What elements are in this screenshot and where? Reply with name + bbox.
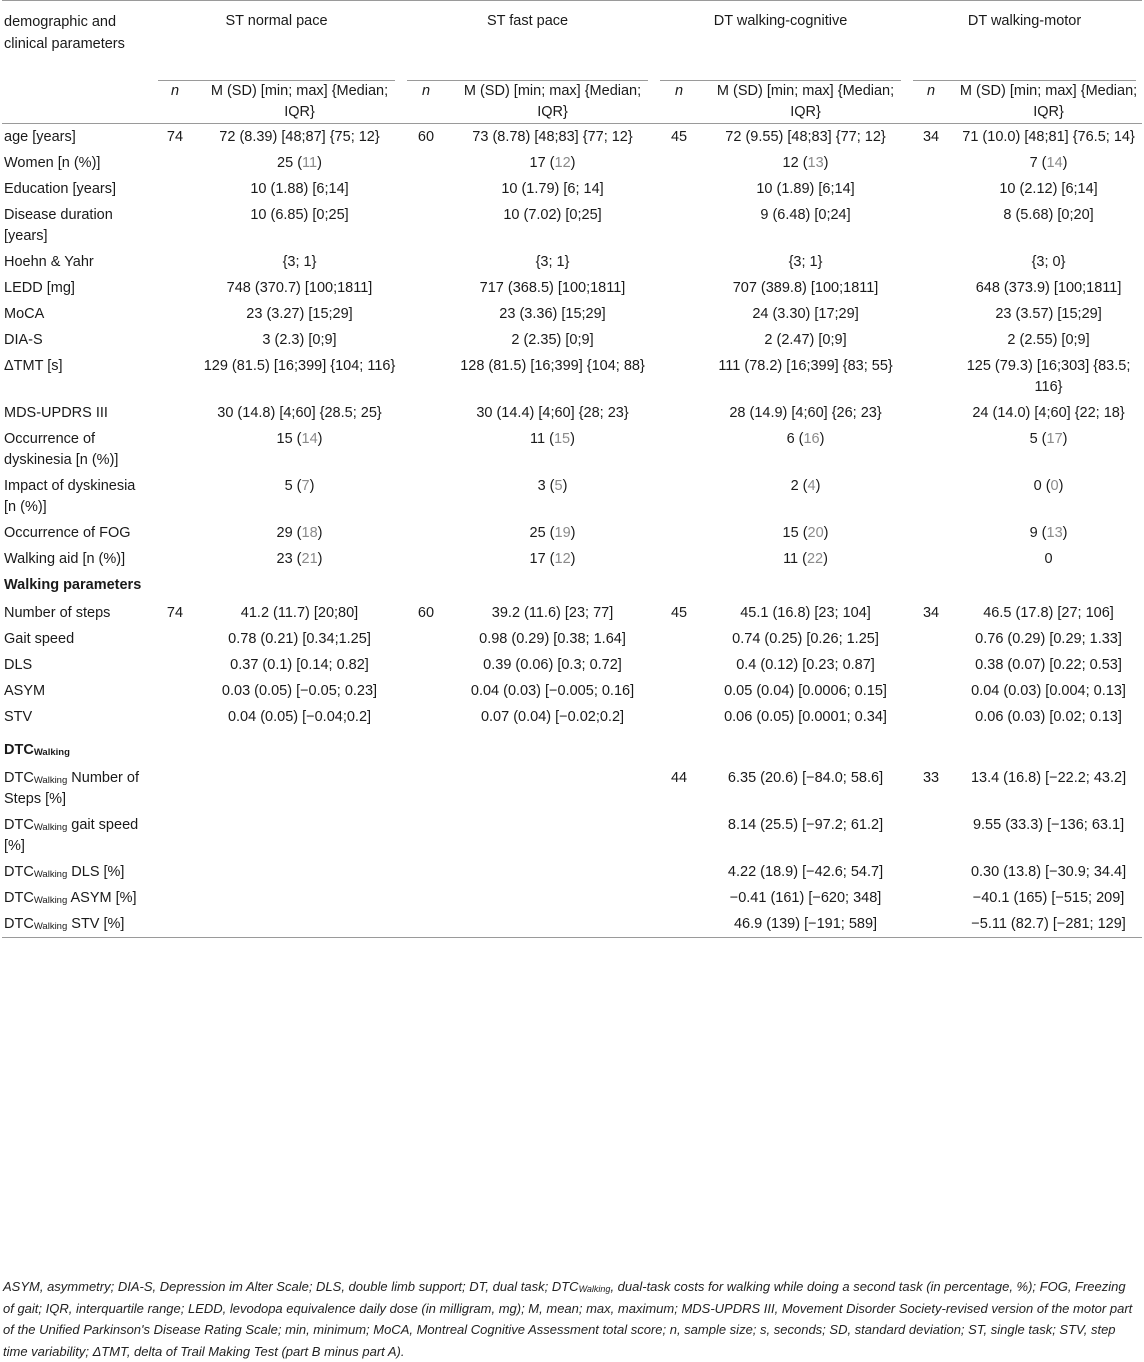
n-cell — [152, 426, 198, 473]
n-cell — [152, 301, 198, 327]
n-cell — [654, 426, 704, 473]
n-cell — [401, 546, 451, 572]
n-cell: 45 — [670, 129, 688, 145]
stat-cell: 23 (3.27) [15;29] — [246, 306, 353, 322]
n-cell — [401, 765, 451, 812]
table-row — [2, 202, 1142, 249]
stat-cell: 0.04 (0.03) [0.004; 0.13] — [971, 683, 1126, 699]
stat-cell: 10 (6.85) [0;25] — [250, 207, 349, 223]
n-cell — [654, 704, 704, 730]
n-cell — [401, 353, 451, 400]
stat-cell — [451, 812, 654, 859]
row-label: STV — [4, 709, 33, 725]
n-cell — [401, 911, 451, 938]
n-cell — [401, 859, 451, 885]
param-subheader-blank — [2, 81, 152, 124]
stat-cell: 0.4 (0.12) [0.23; 0.87] — [736, 657, 875, 673]
n-cell — [654, 150, 704, 176]
group-header-st-normal: ST normal pace — [152, 1, 401, 82]
n-header: n — [674, 83, 684, 99]
stat-cell: 8.14 (25.5) [−97.2; 61.2] — [727, 817, 884, 833]
n-cell: 74 — [166, 605, 184, 621]
stat-cell: 0.04 (0.03) [−0.005; 0.16] — [470, 683, 635, 699]
n-cell — [401, 426, 451, 473]
group-header-dt-cognitive: DT walking-cognitive — [654, 1, 907, 82]
stat-cell: 129 (81.5) [16;399] {104; 116} — [203, 358, 396, 374]
n-cell — [401, 652, 451, 678]
n-cell — [152, 859, 198, 885]
n-cell — [401, 249, 451, 275]
n-cell — [401, 885, 451, 911]
row-label: MoCA — [4, 306, 45, 322]
stat-header: M (SD) [min; max] {Median; IQR} — [210, 83, 389, 120]
stat-cell: 0 — [1044, 551, 1053, 567]
stat-cell: 17 (12) — [529, 551, 576, 567]
stat-cell: 72 (9.55) [48;83] {77; 12} — [725, 129, 886, 145]
n-cell — [907, 275, 955, 301]
stat-cell — [198, 765, 401, 812]
n-cell — [152, 765, 198, 812]
row-label: Walking aid [n (%)] — [4, 551, 126, 567]
n-cell — [152, 652, 198, 678]
walking-section — [2, 572, 1142, 600]
stat-cell: 24 (3.30) [17;29] — [752, 306, 859, 322]
stat-cell: 72 (8.39) [48;87] {75; 12} — [219, 129, 380, 145]
row-label: $DTC_{Walking}$ ASYM [%] — [4, 890, 137, 906]
stat-cell: 111 (78.2) [16;399] {83; 55} — [718, 358, 893, 374]
stat-cell: {3; 1} — [788, 254, 823, 270]
n-cell — [654, 353, 704, 400]
row-label: $DTC_{Walking}$ STV [%] — [4, 916, 125, 932]
table-row — [2, 652, 1142, 678]
stat-cell: 8 (5.68) [0;20] — [1003, 207, 1094, 223]
stat-cell — [451, 859, 654, 885]
table-row — [2, 911, 1142, 938]
stat-cell: 2 (4) — [790, 478, 821, 494]
stat-cell: 15 (14) — [276, 431, 323, 447]
stat-cell: 3 (5) — [537, 478, 568, 494]
stat-cell: 3 (2.3) [0;9] — [262, 332, 337, 348]
n-cell — [907, 327, 955, 353]
walking-rows — [2, 600, 1142, 730]
row-label: Disease duration [years] — [4, 207, 113, 244]
table-row — [2, 678, 1142, 704]
table-row — [2, 400, 1142, 426]
n-cell — [907, 249, 955, 275]
stat-cell: 9 (13) — [1029, 525, 1068, 541]
group-header-st-fast: ST fast pace — [401, 1, 654, 82]
table-row — [2, 859, 1142, 885]
n-cell — [654, 249, 704, 275]
n-cell — [152, 327, 198, 353]
stat-cell: 4.22 (18.9) [−42.6; 54.7] — [727, 864, 884, 880]
row-label: Occurrence of FOG — [4, 525, 131, 541]
stat-cell: 71 (10.0) [48;81] {76.5; 14} — [962, 129, 1135, 145]
row-label: Occurrence of dyskinesia [n (%)] — [4, 431, 119, 468]
n-cell — [152, 473, 198, 520]
n-cell — [654, 301, 704, 327]
n-cell — [401, 275, 451, 301]
n-cell — [907, 426, 955, 473]
n-cell — [907, 859, 955, 885]
row-label: MDS-UPDRS III — [4, 405, 108, 421]
n-cell — [152, 176, 198, 202]
table-footnote: ASYM, asymmetry; DIA-S, Depression im Alter Scale; DLS, double limb support; DT, dual task; $DTC_{Walking}$, dual-task costs for walking while doing a second task (in percentage, %); FOG, Freezing of gait; IQR, interquartile range; LEDD, levodopa equivalence daily dose (in milligram, mg); M, mean; max, maximum; MDS-UPDRS III, Movement Disorder Society-revised version of the motor part of the Unified Parkinson's Disease Rating Scale; min, minimum; MoCA, Montreal Cognitive Assessment total score; n, sample size; s, seconds; SD, standard deviation; ST, single task; STV, step time variability; ΔTMT, delta of Trail Making Test (part B minus part A). — [3, 1279, 1133, 1359]
stat-cell: −40.1 (165) [−515; 209] — [972, 890, 1125, 906]
n-cell — [907, 520, 955, 546]
stat-cell: 5 (17) — [1029, 431, 1068, 447]
stat-cell: 23 (21) — [276, 551, 323, 567]
row-label: DIA-S — [4, 332, 43, 348]
n-cell — [907, 546, 955, 572]
stat-cell: 0.37 (0.1) [0.14; 0.82] — [230, 657, 369, 673]
row-label: Women [n (%)] — [4, 155, 101, 171]
n-cell — [654, 812, 704, 859]
n-cell — [401, 473, 451, 520]
stat-header: M (SD) [min; max] {Median; IQR} — [959, 83, 1138, 120]
n-cell — [654, 275, 704, 301]
n-cell — [152, 249, 198, 275]
stat-cell — [198, 885, 401, 911]
stat-cell — [451, 765, 654, 812]
stat-cell: 13.4 (16.8) [−22.2; 43.2] — [970, 770, 1127, 786]
stat-cell: 39.2 (11.6) [23; 77] — [491, 605, 614, 621]
n-cell — [654, 911, 704, 938]
stat-cell: 73 (8.78) [48;83] {77; 12} — [472, 129, 633, 145]
n-cell — [401, 678, 451, 704]
row-label: age [years] — [4, 129, 76, 145]
n-cell — [401, 301, 451, 327]
stat-header: M (SD) [min; max] {Median; IQR} — [716, 83, 895, 120]
n-cell — [907, 150, 955, 176]
stat-cell: 0.74 (0.25) [0.26; 1.25] — [732, 631, 879, 647]
n-cell — [907, 400, 955, 426]
data-table — [2, 0, 1142, 938]
row-label: ΔTMT [s] — [4, 358, 63, 374]
n-cell: 44 — [670, 770, 688, 786]
n-cell — [654, 327, 704, 353]
n-header: n — [170, 83, 180, 99]
stat-cell: 707 (389.8) [100;1811] — [732, 280, 879, 296]
stat-cell: 25 (19) — [529, 525, 576, 541]
n-cell — [152, 275, 198, 301]
n-cell — [152, 704, 198, 730]
stat-cell: 2 (2.55) [0;9] — [1007, 332, 1090, 348]
stat-cell: 0.07 (0.04) [−0.02;0.2] — [480, 709, 625, 725]
n-cell — [907, 473, 955, 520]
row-label: Gait speed — [4, 631, 75, 647]
row-label: $DTC_{Walking}$ gait speed [%] — [4, 817, 139, 854]
stat-cell: 5 (7) — [284, 478, 315, 494]
stat-cell: 125 (79.3) [16;303] {83.5; 116} — [966, 358, 1131, 395]
n-cell — [152, 202, 198, 249]
stat-cell: 25 (11) — [277, 155, 322, 171]
table-row — [2, 124, 1142, 151]
stat-cell: 23 (3.36) [15;29] — [499, 306, 606, 322]
stat-cell — [451, 885, 654, 911]
stat-cell — [198, 859, 401, 885]
row-label: Education [years] — [4, 181, 117, 197]
stat-cell: 46.9 (139) [−191; 589] — [733, 916, 878, 932]
n-cell — [654, 400, 704, 426]
n-cell — [401, 400, 451, 426]
n-cell — [654, 626, 704, 652]
n-cell — [654, 546, 704, 572]
stat-cell — [451, 911, 654, 938]
dtc-section — [2, 730, 1142, 765]
n-cell — [401, 520, 451, 546]
stat-cell: {3; 0} — [1031, 254, 1066, 270]
table-row — [2, 765, 1142, 812]
table-row — [2, 327, 1142, 353]
stat-cell: 30 (14.4) [4;60] {28; 23} — [476, 405, 629, 421]
row-label: $DTC_{Walking}$ DLS [%] — [4, 864, 125, 880]
n-cell — [654, 678, 704, 704]
n-cell — [152, 150, 198, 176]
table-row — [2, 249, 1142, 275]
n-cell — [152, 812, 198, 859]
stat-cell: 41.2 (11.7) [20;80] — [240, 605, 359, 621]
param-column-header: demographic and clinical parameters — [4, 14, 125, 52]
n-cell — [907, 678, 955, 704]
section-title-dtc: $DTC_{Walking}$ — [4, 742, 70, 758]
n-cell — [401, 202, 451, 249]
row-label: Impact of dyskinesia [n (%)] — [4, 478, 136, 515]
row-label: $DTC_{Walking}$ Number of Steps [%] — [4, 770, 139, 807]
table-row — [2, 885, 1142, 911]
row-label: DLS — [4, 657, 33, 673]
n-cell — [654, 202, 704, 249]
stat-cell: 23 (3.57) [15;29] — [995, 306, 1102, 322]
stat-cell: 0.98 (0.29) [0.38; 1.64] — [479, 631, 626, 647]
table-row — [2, 301, 1142, 327]
stat-cell: 28 (14.9) [4;60] {26; 23} — [729, 405, 882, 421]
stat-cell: 0.03 (0.05) [−0.05; 0.23] — [221, 683, 378, 699]
stat-cell: 2 (2.35) [0;9] — [511, 332, 594, 348]
stat-cell: 30 (14.8) [4;60] {28.5; 25} — [217, 405, 382, 421]
table-row — [2, 150, 1142, 176]
n-cell: 45 — [670, 605, 688, 621]
n-cell: 74 — [166, 129, 184, 145]
n-cell — [152, 626, 198, 652]
stat-cell: 0.06 (0.05) [0.0001; 0.34] — [724, 709, 887, 725]
stat-cell: 9 (6.48) [0;24] — [760, 207, 851, 223]
n-cell: 60 — [417, 605, 435, 621]
table-row — [2, 546, 1142, 572]
n-cell — [152, 678, 198, 704]
n-cell — [654, 885, 704, 911]
row-label: ASYM — [4, 683, 46, 699]
n-cell — [907, 885, 955, 911]
stat-cell: 10 (2.12) [6;14] — [999, 181, 1098, 197]
n-cell — [907, 652, 955, 678]
table-row — [2, 600, 1142, 626]
stat-cell: 12 (13) — [782, 155, 829, 171]
row-label: LEDD [mg] — [4, 280, 75, 296]
n-cell — [654, 176, 704, 202]
n-header: n — [421, 83, 431, 99]
stat-cell: −0.41 (161) [−620; 348] — [729, 890, 882, 906]
stat-cell: 0.05 (0.04) [0.0006; 0.15] — [724, 683, 887, 699]
n-cell — [654, 652, 704, 678]
n-cell — [907, 176, 955, 202]
stat-cell: 45.1 (16.8) [23; 104] — [740, 605, 871, 621]
stat-cell: 0.04 (0.05) [−0.04;0.2] — [227, 709, 372, 725]
stat-cell: 6 (16) — [786, 431, 825, 447]
stat-cell: {3; 1} — [282, 254, 317, 270]
n-cell — [907, 812, 955, 859]
stat-cell: 15 (20) — [782, 525, 829, 541]
n-cell — [907, 911, 955, 938]
n-cell — [401, 327, 451, 353]
stat-header: M (SD) [min; max] {Median; IQR} — [463, 83, 642, 120]
stat-cell: 0 (0) — [1033, 478, 1064, 494]
table-row — [2, 353, 1142, 400]
n-cell — [907, 301, 955, 327]
n-cell — [401, 176, 451, 202]
table-row — [2, 275, 1142, 301]
n-cell — [907, 202, 955, 249]
table-row — [2, 704, 1142, 730]
dtc-rows — [2, 765, 1142, 938]
stat-cell: 11 (15) — [530, 431, 575, 447]
n-cell — [152, 400, 198, 426]
n-cell — [654, 473, 704, 520]
stat-cell: 10 (1.89) [6;14] — [756, 181, 855, 197]
stat-cell: 10 (7.02) [0;25] — [503, 207, 602, 223]
row-label: Hoehn & Yahr — [4, 254, 94, 270]
n-cell — [654, 520, 704, 546]
stat-cell: 0.76 (0.29) [0.29; 1.33] — [975, 631, 1122, 647]
n-cell: 33 — [922, 770, 940, 786]
stat-cell: 0.30 (13.8) [−30.9; 34.4] — [970, 864, 1127, 880]
n-cell — [152, 353, 198, 400]
stat-cell: 6.35 (20.6) [−84.0; 58.6] — [727, 770, 884, 786]
n-cell — [907, 626, 955, 652]
table-row — [2, 812, 1142, 859]
n-cell — [152, 911, 198, 938]
n-cell — [907, 353, 955, 400]
stat-cell: 0.78 (0.21) [0.34;1.25] — [228, 631, 371, 647]
stat-cell: 717 (368.5) [100;1811] — [479, 280, 626, 296]
n-cell — [401, 812, 451, 859]
section-title-walking: Walking parameters — [4, 577, 142, 593]
stat-cell: 0.39 (0.06) [0.3; 0.72] — [483, 657, 622, 673]
n-cell — [152, 885, 198, 911]
stat-cell: 17 (12) — [529, 155, 576, 171]
n-cell — [401, 150, 451, 176]
demographic-rows — [2, 124, 1142, 573]
stat-cell: 648 (373.9) [100;1811] — [975, 280, 1122, 296]
stat-cell: 0.06 (0.03) [0.02; 0.13] — [975, 709, 1122, 725]
table-row — [2, 176, 1142, 202]
stat-cell: 0.38 (0.07) [0.22; 0.53] — [975, 657, 1122, 673]
stat-cell: 9.55 (33.3) [−136; 63.1] — [972, 817, 1125, 833]
group-header-dt-motor: DT walking-motor — [907, 1, 1142, 82]
n-cell: 34 — [922, 605, 940, 621]
table-row — [2, 473, 1142, 520]
table-row — [2, 520, 1142, 546]
stat-cell — [198, 812, 401, 859]
row-label: Number of steps — [4, 605, 111, 621]
stat-cell — [198, 911, 401, 938]
stat-cell: 10 (1.88) [6;14] — [250, 181, 349, 197]
n-cell — [401, 704, 451, 730]
n-cell — [152, 546, 198, 572]
stat-cell: −5.11 (82.7) [−281; 129] — [971, 916, 1126, 932]
stat-cell: {3; 1} — [535, 254, 570, 270]
stat-cell: 29 (18) — [276, 525, 323, 541]
stat-cell: 24 (14.0) [4;60] {22; 18} — [972, 405, 1125, 421]
stat-cell: 748 (370.7) [100;1811] — [226, 280, 373, 296]
stat-cell: 2 (2.47) [0;9] — [764, 332, 847, 348]
stat-cell: 11 (22) — [783, 551, 828, 567]
table-row — [2, 426, 1142, 473]
n-cell — [152, 520, 198, 546]
n-cell: 34 — [922, 129, 940, 145]
table-row — [2, 626, 1142, 652]
n-cell — [907, 704, 955, 730]
stat-cell: 10 (1.79) [6; 14] — [501, 181, 604, 197]
stat-cell: 128 (81.5) [16;399] {104; 88} — [460, 358, 645, 374]
n-header: n — [926, 83, 936, 99]
stat-cell: 46.5 (17.8) [27; 106] — [983, 605, 1114, 621]
n-cell — [654, 859, 704, 885]
n-cell: 60 — [417, 129, 435, 145]
n-cell — [401, 626, 451, 652]
stat-cell: 7 (14) — [1029, 155, 1068, 171]
